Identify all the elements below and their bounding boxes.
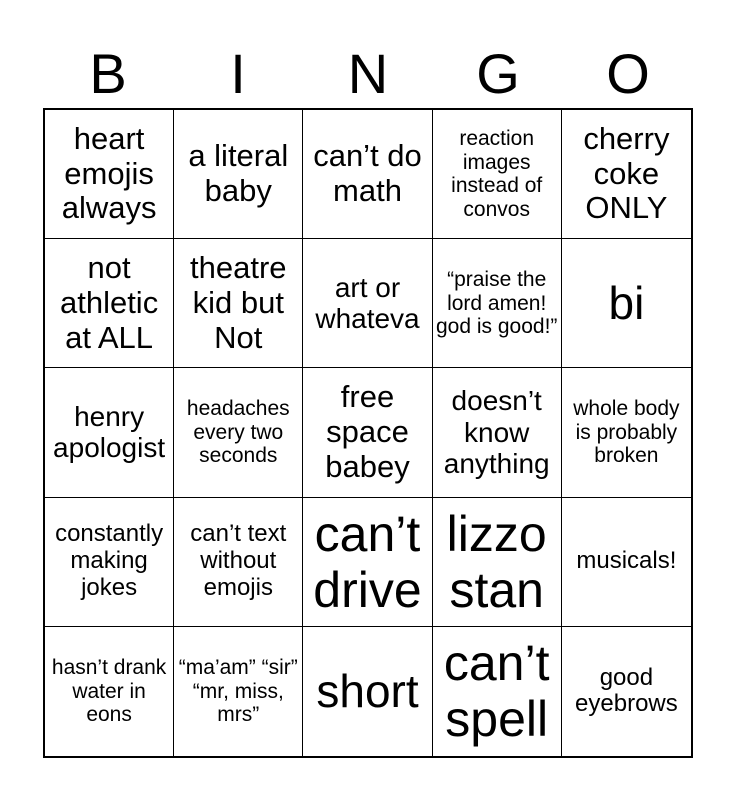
bingo-header bbox=[43, 40, 693, 108]
bingo-cell-3-3[interactable] bbox=[303, 368, 432, 497]
cell-label: can’t drive bbox=[313, 505, 422, 618]
cell-label: “ma’am” “sir” “mr, miss, mrs” bbox=[178, 656, 298, 727]
bingo-cell-2-2[interactable] bbox=[174, 239, 303, 368]
header-letter-g: G bbox=[476, 42, 520, 105]
cell-label: constantly making jokes bbox=[55, 520, 164, 602]
bingo-cell-2-1[interactable] bbox=[45, 239, 174, 368]
bingo-cell-2-4[interactable] bbox=[433, 239, 562, 368]
bingo-cell-1-4[interactable] bbox=[433, 110, 562, 239]
bingo-cell-4-4[interactable] bbox=[433, 498, 562, 627]
header-letter-n: N bbox=[347, 42, 389, 105]
bingo-cell-4-2[interactable] bbox=[174, 498, 303, 627]
cell-label: bi bbox=[608, 276, 645, 329]
cell-label: henry apologist bbox=[53, 401, 166, 464]
cell-label: headaches every two seconds bbox=[186, 397, 290, 468]
cell-label: musicals! bbox=[576, 547, 677, 575]
cell-label: can’t text without emojis bbox=[190, 520, 287, 602]
cell-label: cherry coke ONLY bbox=[583, 121, 670, 226]
bingo-cell-1-5[interactable] bbox=[562, 110, 691, 239]
header-letter-b: B bbox=[89, 42, 127, 105]
bingo-cell-4-1[interactable] bbox=[45, 498, 174, 627]
cell-label: free space babey bbox=[325, 379, 410, 484]
cell-label: a literal baby bbox=[188, 138, 289, 209]
bingo-board bbox=[43, 108, 693, 758]
cell-label: theatre kid but Not bbox=[190, 250, 287, 355]
bingo-cell-3-2[interactable] bbox=[174, 368, 303, 497]
bingo-cell-1-1[interactable] bbox=[45, 110, 174, 239]
bingo-cell-2-3[interactable] bbox=[303, 239, 432, 368]
cell-label: good eyebrows bbox=[575, 663, 678, 718]
bingo-cell-4-3[interactable] bbox=[303, 498, 432, 627]
cell-label: heart emojis always bbox=[61, 121, 157, 226]
cell-label: not athletic at ALL bbox=[59, 250, 159, 355]
cell-label: doesn’t know anything bbox=[443, 385, 550, 480]
cell-label: “praise the lord amen! god is good!” bbox=[435, 268, 558, 339]
bingo-cell-3-4[interactable] bbox=[433, 368, 562, 497]
bingo-cell-2-5[interactable] bbox=[562, 239, 691, 368]
bingo-cell-3-5[interactable] bbox=[562, 368, 691, 497]
bingo-cell-1-3[interactable] bbox=[303, 110, 432, 239]
bingo-cell-5-1[interactable] bbox=[45, 627, 174, 756]
cell-label: can’t spell bbox=[443, 635, 550, 748]
header-letter-o: O bbox=[606, 42, 650, 105]
bingo-cell-5-4[interactable] bbox=[433, 627, 562, 756]
bingo-cell-1-2[interactable] bbox=[174, 110, 303, 239]
bingo-cell-5-3[interactable] bbox=[303, 627, 432, 756]
cell-label: reaction images instead of convos bbox=[451, 127, 543, 221]
cell-label: lizzo stan bbox=[446, 505, 547, 618]
cell-label: hasn’t drank water in eons bbox=[51, 656, 167, 727]
cell-label: short bbox=[316, 664, 419, 717]
bingo-cell-5-5[interactable] bbox=[562, 627, 691, 756]
cell-label: art or whateva bbox=[315, 271, 420, 335]
cell-label: whole body is probably broken bbox=[573, 397, 680, 468]
bingo-cell-3-1[interactable] bbox=[45, 368, 174, 497]
header-letter-i: I bbox=[230, 42, 246, 105]
bingo-cell-4-5[interactable] bbox=[562, 498, 691, 627]
cell-label: can’t do math bbox=[313, 138, 422, 209]
bingo-cell-5-2[interactable] bbox=[174, 627, 303, 756]
